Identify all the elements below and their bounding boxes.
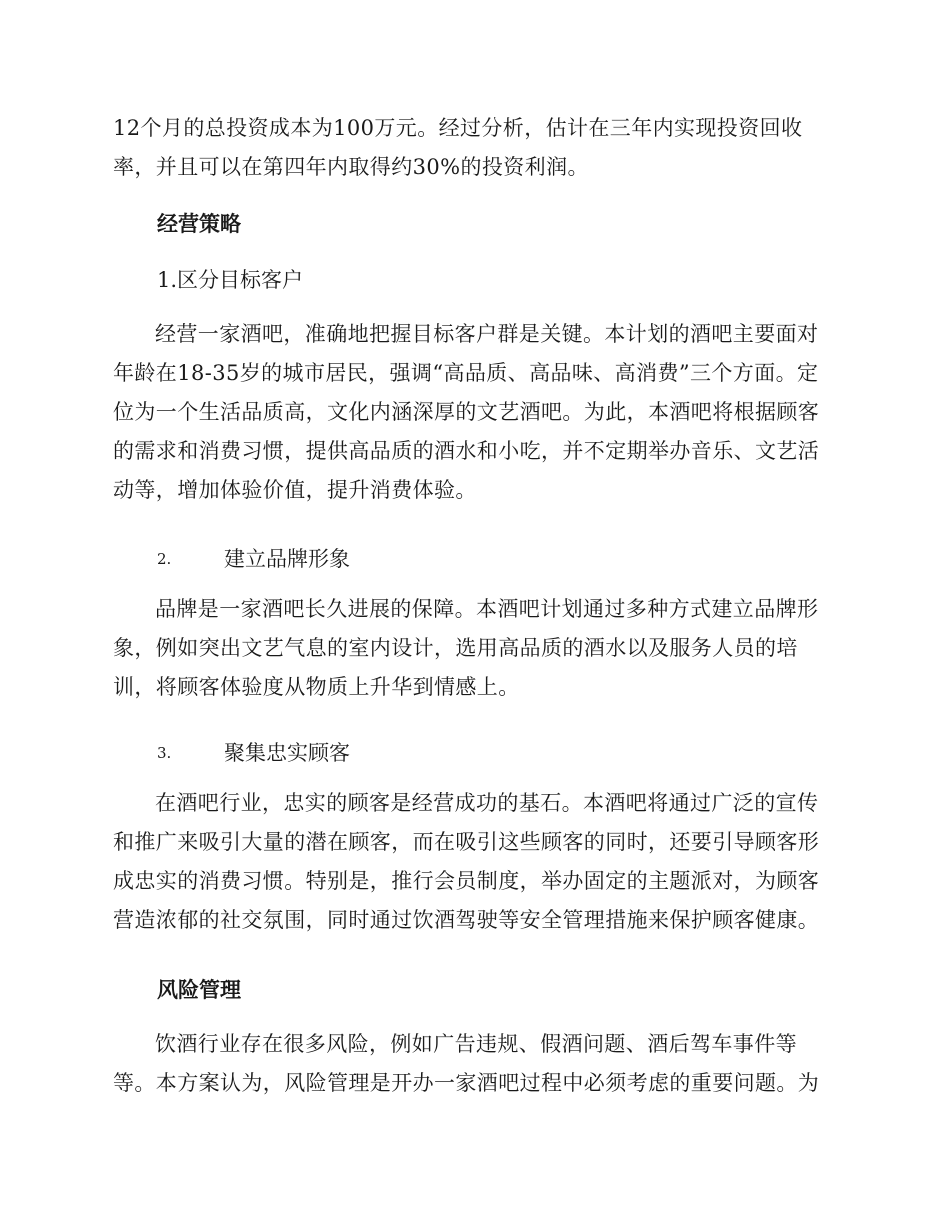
item2-label: 建立品牌形象: [224, 547, 350, 571]
strategy-heading: 经营策略: [157, 212, 241, 236]
item3-number: 3.: [157, 744, 172, 762]
item2-paragraph: 品牌是一家酒吧长久进展的保障。本酒吧计划通过多种方式建立品牌形象，例如突出文艺气息的室内设计，选用高品质的酒水以及服务人员的培训，将顾客体验度从物质上升华到情感上。: [113, 597, 819, 699]
item2-number: 2.: [157, 550, 172, 568]
item1-paragraph: 经营一家酒吧，准确地把握目标客户群是关键。本计划的酒吧主要面对年龄在18-35岁的城市居民，强调“高品质、高品味、高消费”三个方面。定位为一个生活品质高，文化内涵深厚的文艺酒吧。为此，本酒吧将根据顾客的需求和消费习惯，提供高品质的酒水和小吃，并不定期举办音乐、文艺活动等，增加体验价值，提升消费体验。: [113, 322, 820, 502]
item1-label: 1.区分目标客户: [157, 268, 304, 292]
intro-paragraph: 12个月的总投资成本为100万元。经过分析，估计在三年内实现投资回收率，并且可以在第四年内取得约30%的投资利润。: [113, 116, 803, 179]
risk-paragraph: 饮酒行业存在很多风险，例如广告违规、假酒问题、酒后驾车事件等等。本方案认为，风险管理是开办一家酒吧过程中必须考虑的重要问题。为: [113, 1032, 820, 1095]
item3-label: 聚集忠实顾客: [224, 741, 350, 765]
risk-heading: 风险管理: [157, 978, 241, 1002]
item3-paragraph: 在酒吧行业，忠实的顾客是经营成功的基石。本酒吧将通过广泛的宣传和推广来吸引大量的潜在顾客，而在吸引这些顾客的同时，还要引导顾客形成忠实的消费习惯。特别是，推行会员制度，举办固定的主题派对，为顾客营造浓郁的社交氛围，同时通过饮酒驾驶等安全管理措施来保护顾客健康。: [113, 791, 820, 932]
